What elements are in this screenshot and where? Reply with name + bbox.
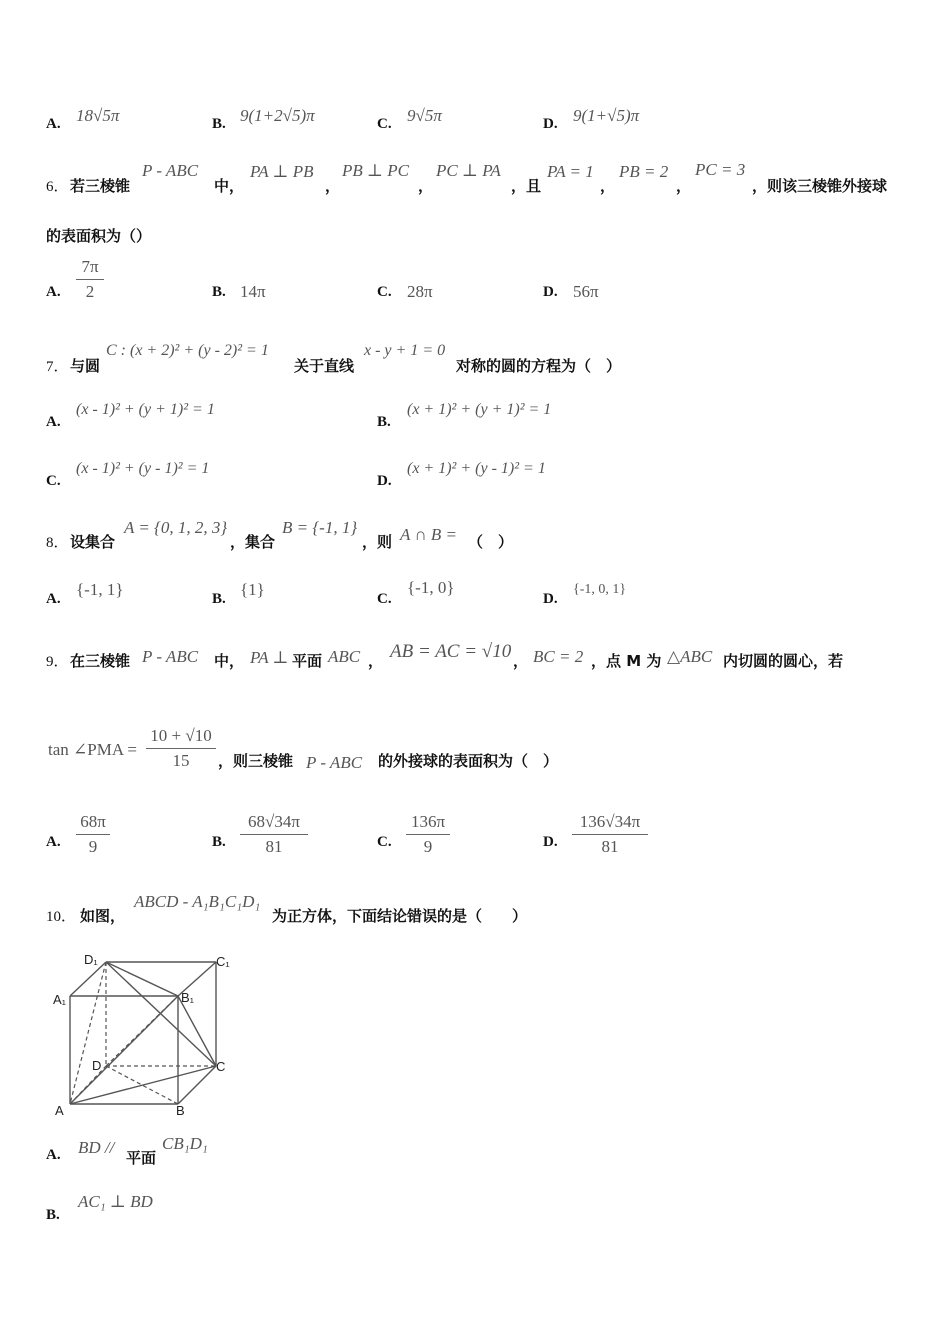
q7-option-a-math: (x - 1)² + (y + 1)² = 1 [76,401,215,418]
label-b: B [176,1103,185,1118]
q9-text-9: 的外接球的表面积为（ ） [378,752,559,770]
q7-text-2: 关于直线 [294,357,355,375]
q7-option-b-math: (x + 1)² + (y + 1)² = 1 [407,401,552,418]
q10-option-a-math-1: BD // [78,1138,115,1157]
q5-option-a-label: A. [46,116,61,132]
label-b1: B₁ [181,990,195,1005]
q8-option-d-label: D. [543,591,558,607]
q7-math-circle-c: C : (x + 2)² + (y - 2)² = 1 [106,342,269,359]
q6-sep-3: ， [600,177,616,195]
q6-option-b-math: 14π [240,282,266,301]
q6-sep-4: ， [676,177,692,195]
edge-a1-d1 [70,962,106,996]
q6-option-a-fraction [76,257,104,302]
q10-option-b-label: B. [46,1207,60,1223]
q9-text-4: ， [368,652,384,670]
q9-math-pabc: P - ABC [142,647,199,666]
q7-option-c-label: C. [46,473,61,489]
q7-text-3: 对称的圆的方程为（ ） [456,357,622,375]
q8-option-c-label: C. [377,591,392,607]
q8-option-b-math: {1} [240,580,265,599]
q6-option-b-label: B. [212,284,226,300]
q10-math-cube: ABCD - A₁B₁C₁D₁ [134,892,261,911]
q9-text-6: ，点 M 为 [591,652,662,670]
diag-b1-c [178,996,216,1066]
q9-option-d-denominator: 81 [601,837,619,856]
q10-text-1: 如图， [80,907,126,925]
q9-math-pa-perp: PA ⊥ [250,648,289,667]
label-c1: C₁ [216,954,230,969]
cube-figure [50,948,235,1120]
q9-text-3: 平面 [292,652,323,670]
q7-text-1: 与圆 [70,357,101,375]
q9-option-a-label: A. [46,834,61,850]
label-d: D [92,1058,102,1073]
q9-tan-prefix: tan ∠PMA = [48,740,138,759]
q8-text-4: （ ） [468,533,514,551]
q6-text-2: 中， [214,177,245,195]
q9-option-c-fraction [406,812,450,857]
q6-number: 6． [46,179,69,195]
q8-text-2: ，集合 [230,533,276,551]
q9-math-ab-ac: AB = AC = √10 [390,641,512,662]
q7-option-b-label: B. [377,414,391,430]
q6-sep-1: ， [325,177,341,195]
q7-number: 7． [46,359,69,375]
q9-option-a-numerator: 68π [80,812,106,831]
q6-math-pc-3: PC = 3 [695,160,746,179]
q9-math-abc: ABC [328,647,361,666]
q9-tan-denominator: 15 [172,751,190,770]
q6-text-line-2: 的表面积为（） [46,227,152,245]
label-a: A [55,1103,64,1118]
q9-option-d-label: D. [543,834,558,850]
q7-option-d-label: D. [377,473,392,489]
q6-sep-2: ， [418,177,434,195]
q9-text-8: ，则三棱锥 [218,752,294,770]
q5-option-a-math: 18√5π [76,106,120,125]
q6-option-d-math: 56π [573,282,599,301]
q9-option-c-numerator: 136π [410,812,446,831]
q9-option-b-label: B. [212,834,226,850]
q6-option-a-numerator: 7π [81,257,99,276]
diag-d-b1 [106,996,178,1066]
q8-math-set-a: A = {0, 1, 2, 3} [124,518,228,537]
q10-option-a-label: A. [46,1147,61,1163]
q5-option-c-label: C. [377,116,392,132]
q10-text-2: 为正方体，下面结论错误的是（ ） [272,907,528,925]
diag-d1-b1 [106,962,178,996]
q8-text-1: 设集合 [70,533,116,551]
q6-math-pb-2: PB = 2 [619,162,669,181]
q5-option-b-label: B. [212,116,226,132]
q9-option-a-denominator: 9 [88,837,98,856]
label-a1: A₁ [53,992,67,1007]
q6-text-1: 若三棱锥 [70,177,131,195]
q6-math-pc-perp-pa: PC ⊥ PA [436,161,501,180]
q8-option-b-label: B. [212,591,226,607]
label-d1: D₁ [84,952,98,967]
q7-option-a-label: A. [46,414,61,430]
q7-math-line: x - y + 1 = 0 [364,342,446,359]
edge-b-c [178,1066,216,1104]
q8-math-set-b: B = {-1, 1} [282,518,358,537]
q10-number: 10． [46,909,77,925]
q8-option-d-math: {-1, 0, 1} [573,582,627,597]
q9-option-a-fraction [76,812,110,857]
diag-d1-a [70,962,106,1104]
q9-option-b-denominator: 81 [265,837,283,856]
q10-option-a-math-2: CB₁D₁ [162,1134,208,1153]
label-c: C [216,1059,226,1074]
q8-option-c-math: {-1, 0} [407,578,455,597]
q8-math-intersection: A ∩ B = [400,525,457,544]
q9-tan-numerator: 10 + √10 [150,726,212,745]
q7-option-c-math: (x - 1)² + (y - 1)² = 1 [76,460,210,477]
q9-math-pabc-2: P - ABC [306,753,363,772]
q6-math-pabc: P - ABC [142,161,199,180]
q10-option-a-text: 平面 [126,1149,157,1167]
q8-text-3: ，则 [362,533,393,551]
q9-option-c-denominator: 9 [423,837,433,856]
q8-option-a-label: A. [46,591,61,607]
q9-text-1: 在三棱锥 [70,652,131,670]
q5-option-d-math: 9(1+√5)π [573,106,640,125]
q9-text-2: 中， [214,652,245,670]
q9-math-bc: BC = 2 [533,647,584,666]
q9-option-d-numerator: 136√34π [579,812,641,831]
q9-option-c-label: C. [377,834,392,850]
q9-option-b-numerator: 68√34π [248,812,300,831]
q5-option-b-math: 9(1+2√5)π [240,106,315,125]
q6-math-pa-1: PA = 1 [547,162,594,181]
q9-text-7: 内切圆的圆心，若 [723,652,844,670]
q10-option-b-math: AC₁ ⊥ BD [78,1192,153,1211]
q9-tan-fraction [146,726,216,771]
q9-option-d-fraction [572,812,648,857]
q6-text-4: ，则该三棱锥外接球 [752,177,888,195]
q9-math-triangle-abc: △ABC [667,647,713,666]
q6-text-3: ，且 [511,177,542,195]
q6-option-c-math: 28π [407,282,433,301]
q8-number: 8． [46,535,69,551]
q6-option-a-denominator: 2 [85,282,95,301]
q6-option-c-label: C. [377,284,392,300]
q6-math-pb-perp-pc: PB ⊥ PC [342,161,409,180]
q6-option-a-label: A. [46,284,61,300]
q6-math-pa-perp-pb: PA ⊥ PB [250,162,314,181]
q7-option-d-math: (x + 1)² + (y - 1)² = 1 [407,460,546,477]
q6-option-d-label: D. [543,284,558,300]
q5-option-d-label: D. [543,116,558,132]
q9-text-5: ， [513,652,529,670]
q5-option-c-math: 9√5π [407,106,442,125]
q9-option-b-fraction [240,812,308,857]
q8-option-a-math: {-1, 1} [76,580,124,599]
q9-number: 9． [46,654,69,670]
